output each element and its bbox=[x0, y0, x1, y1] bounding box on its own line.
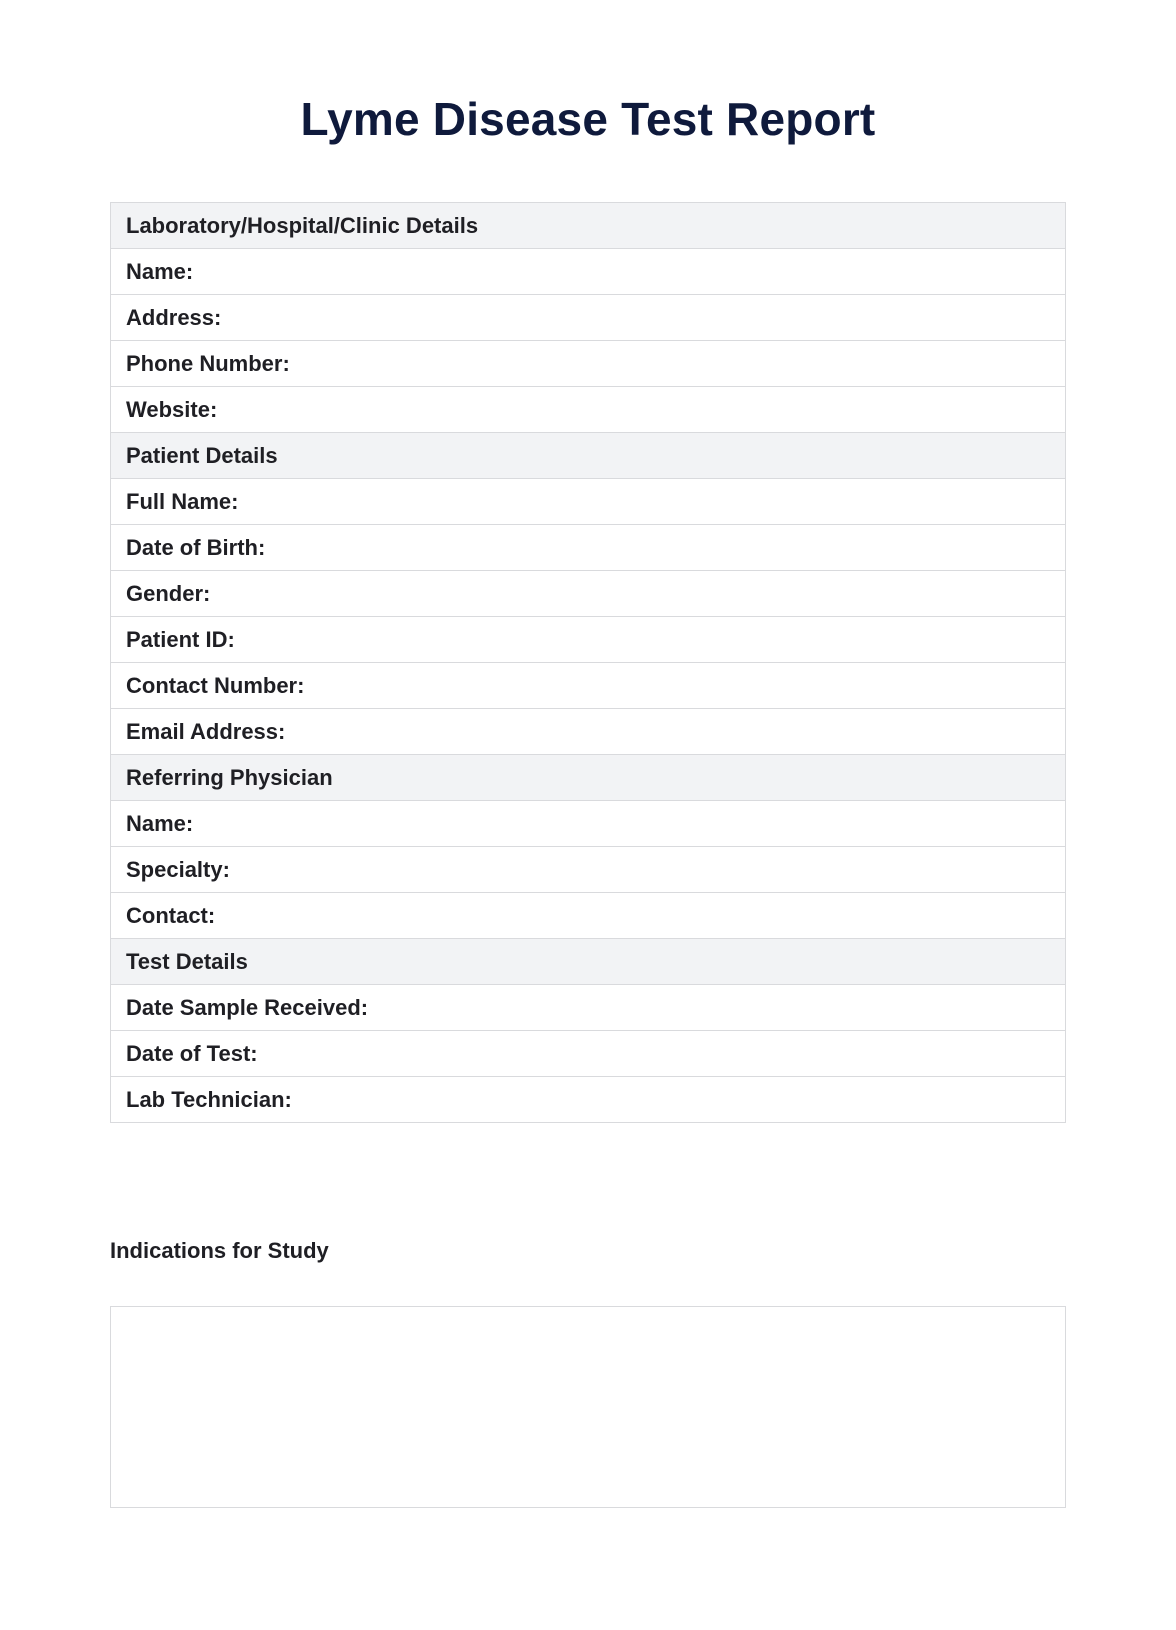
field-label[interactable]: Contact: bbox=[111, 893, 1066, 939]
field-row-date-of-test[interactable] bbox=[111, 1031, 1066, 1077]
field-label[interactable]: Full Name: bbox=[111, 479, 1066, 525]
field-row-patient-gender[interactable] bbox=[111, 571, 1066, 617]
field-label[interactable]: Date of Test: bbox=[111, 1031, 1066, 1077]
field-label[interactable]: Email Address: bbox=[111, 709, 1066, 755]
field-label[interactable]: Lab Technician: bbox=[111, 1077, 1066, 1123]
report-form-table bbox=[110, 202, 1066, 1123]
field-row-date-sample-received[interactable] bbox=[111, 985, 1066, 1031]
field-label[interactable]: Gender: bbox=[111, 571, 1066, 617]
field-row-physician-specialty[interactable] bbox=[111, 847, 1066, 893]
field-row-patient-dob[interactable] bbox=[111, 525, 1066, 571]
section-row-patient-details bbox=[111, 433, 1066, 479]
field-row-lab-website[interactable] bbox=[111, 387, 1066, 433]
section-heading: Laboratory/Hospital/Clinic Details bbox=[111, 203, 1066, 249]
section-row-laboratory-details bbox=[111, 203, 1066, 249]
field-row-lab-address[interactable] bbox=[111, 295, 1066, 341]
page-title: Lyme Disease Test Report bbox=[300, 93, 876, 145]
field-row-patient-email[interactable] bbox=[111, 709, 1066, 755]
field-row-physician-contact[interactable] bbox=[111, 893, 1066, 939]
field-label[interactable]: Website: bbox=[111, 387, 1066, 433]
section-heading: Patient Details bbox=[111, 433, 1066, 479]
section-heading: Test Details bbox=[111, 939, 1066, 985]
field-label[interactable]: Contact Number: bbox=[111, 663, 1066, 709]
field-label[interactable]: Date of Birth: bbox=[111, 525, 1066, 571]
indications-heading: Indications for Study bbox=[110, 1238, 329, 1263]
field-row-physician-name[interactable] bbox=[111, 801, 1066, 847]
field-label[interactable]: Patient ID: bbox=[111, 617, 1066, 663]
field-row-patient-contact[interactable] bbox=[111, 663, 1066, 709]
field-row-lab-name[interactable] bbox=[111, 249, 1066, 295]
field-label[interactable]: Phone Number: bbox=[111, 341, 1066, 387]
field-label[interactable]: Name: bbox=[111, 249, 1066, 295]
field-label[interactable]: Date Sample Received: bbox=[111, 985, 1066, 1031]
field-row-lab-phone[interactable] bbox=[111, 341, 1066, 387]
field-row-patient-id[interactable] bbox=[111, 617, 1066, 663]
field-label[interactable]: Address: bbox=[111, 295, 1066, 341]
section-row-referring-physician bbox=[111, 755, 1066, 801]
field-row-lab-technician[interactable] bbox=[111, 1077, 1066, 1123]
section-heading: Referring Physician bbox=[111, 755, 1066, 801]
section-row-test-details bbox=[111, 939, 1066, 985]
indications-text-area[interactable] bbox=[110, 1306, 1066, 1508]
field-row-patient-full-name[interactable] bbox=[111, 479, 1066, 525]
field-label[interactable]: Name: bbox=[111, 801, 1066, 847]
field-label[interactable]: Specialty: bbox=[111, 847, 1066, 893]
